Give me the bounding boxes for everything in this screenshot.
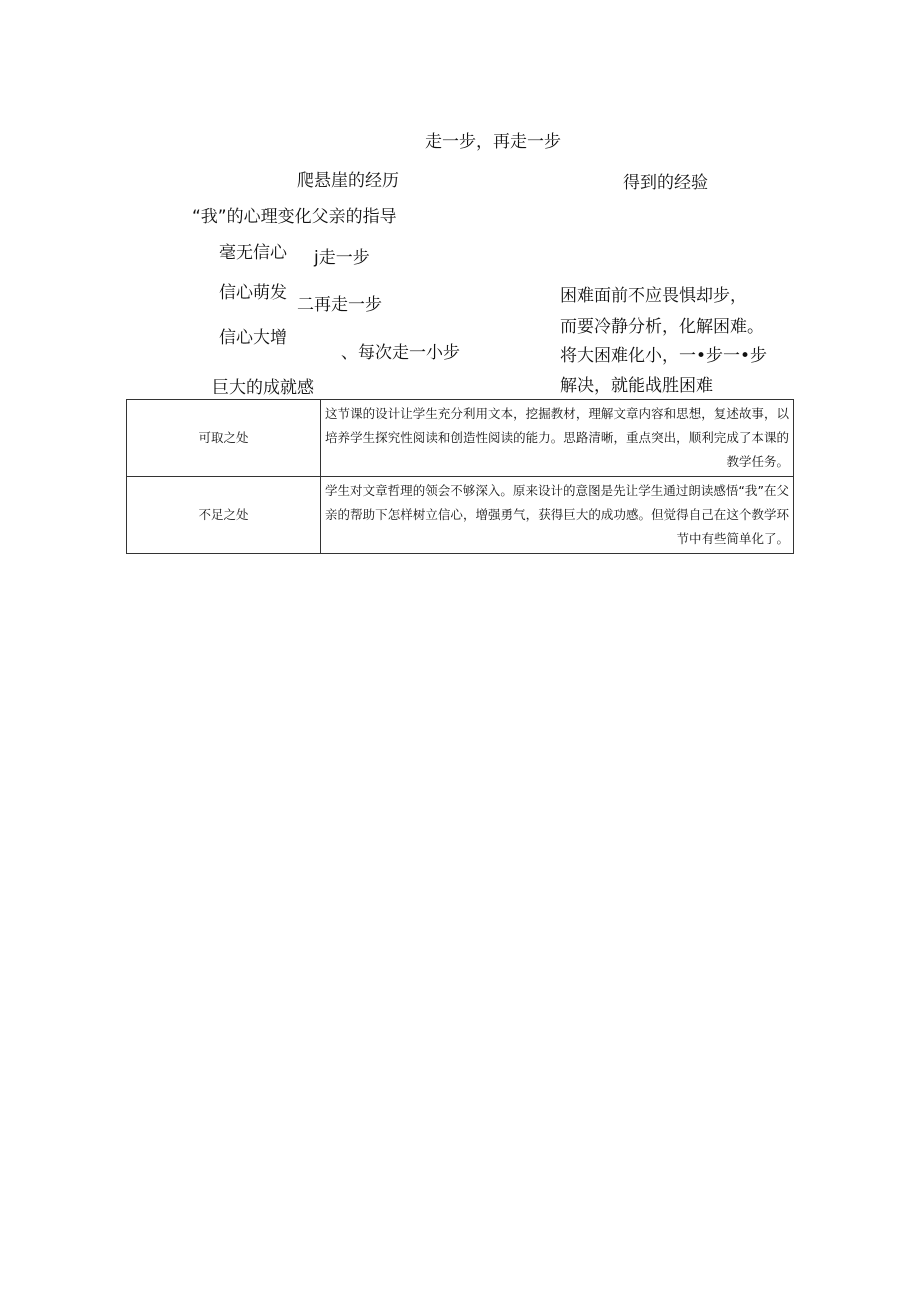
header-lesson: 得到的经验 (623, 173, 708, 193)
row-label-strengths: 可取之处 (127, 400, 321, 477)
evaluation-table (126, 399, 794, 554)
table-row (127, 477, 794, 554)
row-text-weaknesses: 学生对文章哲理的领会不够深入。原来设计的意图是先让学生通过朗读感悟“我”在父亲的帮助下怎样树立信心，增强勇气，获得巨大的成功感。但觉得自己在这个教学环节中有些简单化了。 (321, 477, 794, 554)
page-title: 走一步，再走一步 (425, 132, 561, 152)
row-label-weaknesses: 不足之处 (127, 477, 321, 554)
subheader-columns: “我”的心理变化父亲的指导 (192, 207, 397, 227)
header-experience: 爬悬崖的经历 (297, 171, 399, 191)
guidance-item: j走一步 (314, 248, 370, 268)
lesson-line: 将大困难化小，一•步一•步 (560, 346, 768, 366)
row-text-strengths: 这节课的设计让学生充分利用文本，挖掘教材，理解文章内容和思想，复述故事，以培养学生探究性阅读和创造性阅读的能力。思路清晰，重点突出，顺利完成了本课的教学任务。 (321, 400, 794, 477)
lesson-line: 而要冷静分析，化解困难。 (560, 317, 764, 337)
guidance-item: 、每次走一小步 (341, 343, 460, 363)
stage-item: 信心萌发 (219, 283, 287, 303)
lesson-line: 困难面前不应畏惧却步， (560, 286, 747, 306)
stage-item: 信心大增 (219, 328, 287, 348)
stage-item: 巨大的成就感 (212, 378, 314, 398)
lesson-line: 解决，就能战胜困难 (560, 376, 713, 396)
table-row (127, 400, 794, 477)
guidance-item: 二再走一步 (297, 295, 382, 315)
stage-item: 毫无信心 (219, 243, 287, 263)
